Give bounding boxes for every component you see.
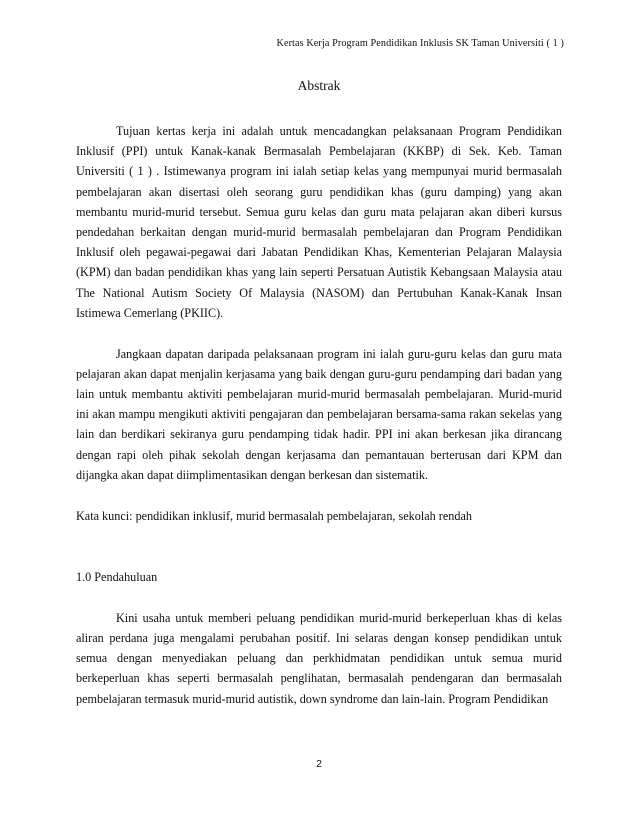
paragraph-spacer (76, 587, 562, 608)
abstract-title: Abstrak (297, 78, 341, 93)
keywords-line: Kata kunci: pendidikan inklusif, murid bermasalah pembelajaran, sekolah rendah (76, 508, 472, 523)
page-number: 2 (316, 758, 322, 770)
paragraph-spacer (76, 485, 562, 506)
abstract-paragraph-2: Jangkaan dapatan daripada pelaksanaan program ini ialah guru-guru kelas dan guru mata pelajaran akan dapat menjalin kerjasama yang baik dengan guru-guru pendamping dari badan yang lain untuk membantu aktiviti pembelajaran murid-murid bermasalah pembelajaran. Murid-murid ini akan mampu mengikuti aktiviti pengajaran dan pembelajaran bersama-sama rakan sekelas yang lain dan berdikari sekiranya guru pendamping tidak hadir. PPI ini akan berkesan jika dirancang dengan rapi oleh pihak sekolah dengan kerjasama dan pemantauan berterusan dari KPM dan dijangka akan dapat diimplimentasikan dengan berkesan dan sistematik. (76, 346, 562, 482)
paragraph-spacer (76, 323, 562, 344)
document-body (76, 121, 562, 709)
paragraph-spacer (76, 526, 562, 547)
section-1-paragraph: Kini usaha untuk memberi peluang pendidikan murid-murid berkeperluan khas di kelas aliran perdana juga mengalami perubahan positif. Ini selaras dengan konsep pendidikan untuk semua dengan menyediakan peluang dan perkhidmatan pendidikan untuk semua murid berkeperluan khas seperti bermasalah penglihatan, bermasalah pendengaran dan bermasalah pembelajaran termasuk murid-murid autistik, down syndrome dan lain-lain. Program Pendidikan (76, 610, 562, 706)
running-header: Kertas Kerja Program Pendidikan Inklusis SK Taman Universiti ( 1 ) (276, 38, 564, 49)
section-heading-pendahuluan: 1.0 Pendahuluan (76, 570, 158, 585)
paragraph-spacer (76, 546, 562, 567)
abstract-paragraph-1: Tujuan kertas kerja ini adalah untuk mencadangkan pelaksanaan Program Pendidikan Inklusif (PPI) untuk Kanak-kanak Bermasalah Pembelajaran (KKBP) di Sek. Keb. Taman Universiti ( 1 ) . Istimewanya program ini ialah setiap kelas yang mempunyai murid bermasalah pembelajaran akan disertasi oleh seorang guru pendidikan khas (guru damping) yang akan membantu murid-murid tersebut. Semua guru kelas dan guru mata pelajaran akan diberi kursus pendedahan berkaitan dengan murid-murid bermasalah pembelajaran dan Program Pendidikan Inklusif oleh pegawai-pegawai dari Jabatan Pendidikan Khas, Kementerian Pelajaran Malaysia (KPM) dan badan pendidikan khas yang lain seperti Persatuan Autistik Kebangsaan Malaysia atau The National Autism Society Of Malaysia (NASOM) dan Pertubuhan Kanak-Kanak Insan Istimewa Cemerlang (PKIIC). (76, 124, 562, 320)
